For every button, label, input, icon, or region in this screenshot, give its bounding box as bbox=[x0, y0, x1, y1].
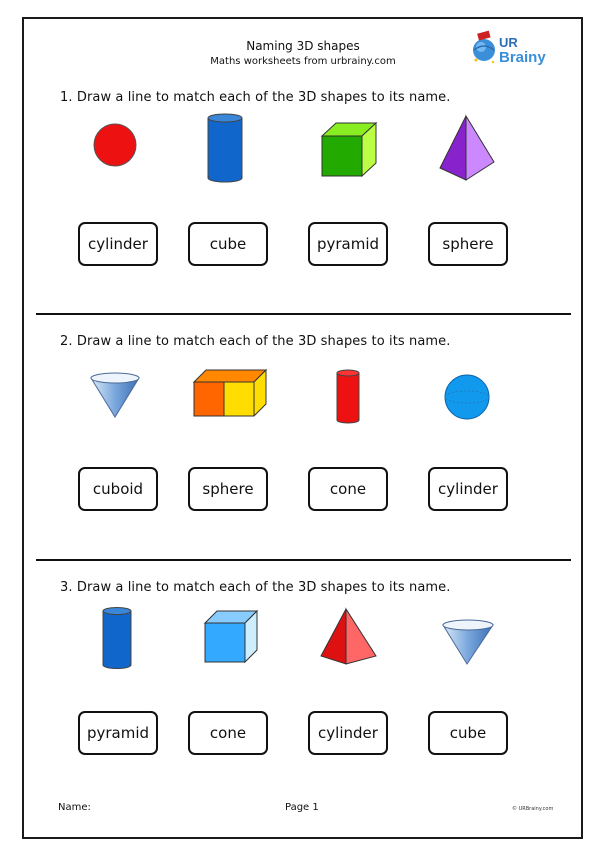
label-cylinder[interactable]: cylinder bbox=[428, 467, 508, 511]
logo-brainy-text: Brainy bbox=[499, 49, 546, 66]
cylinder-shape bbox=[100, 606, 134, 670]
cone-shape bbox=[440, 617, 496, 667]
label-pyramid[interactable]: pyramid bbox=[308, 222, 388, 266]
urbrainy-logo bbox=[468, 30, 560, 70]
cone-shape bbox=[88, 370, 142, 420]
question-3-prompt: 3. Draw a line to match each of the 3D shapes to its name. bbox=[60, 580, 451, 595]
sphere-shape bbox=[443, 373, 491, 421]
worksheet-subtitle: Maths worksheets from urbrainy.com bbox=[210, 56, 396, 67]
label-cube[interactable]: cube bbox=[428, 711, 508, 755]
label-sphere[interactable]: sphere bbox=[188, 467, 268, 511]
cuboid-shape bbox=[192, 366, 268, 418]
pyramid-shape bbox=[318, 606, 380, 668]
label-cylinder[interactable]: cylinder bbox=[78, 222, 158, 266]
label-cube[interactable]: cube bbox=[188, 222, 268, 266]
label-sphere[interactable]: sphere bbox=[428, 222, 508, 266]
copyright-text: © URBrainy.com bbox=[512, 806, 554, 812]
pyramid-shape bbox=[436, 112, 498, 184]
question-1-prompt: 1. Draw a line to match each of the 3D shapes to its name. bbox=[60, 90, 451, 105]
worksheet-title: Naming 3D shapes bbox=[246, 39, 360, 53]
section-divider bbox=[36, 313, 571, 315]
label-pyramid[interactable]: pyramid bbox=[78, 711, 158, 755]
cylinder-shape bbox=[334, 368, 362, 426]
cube-shape bbox=[318, 118, 380, 180]
name-label: Name: bbox=[58, 802, 91, 813]
sphere-shape bbox=[92, 122, 138, 168]
label-cuboid[interactable]: cuboid bbox=[78, 467, 158, 511]
label-cylinder[interactable]: cylinder bbox=[308, 711, 388, 755]
logo-ur-text: UR bbox=[499, 35, 518, 50]
section-divider bbox=[36, 559, 571, 561]
question-2-prompt: 2. Draw a line to match each of the 3D shapes to its name. bbox=[60, 334, 451, 349]
page-number: Page 1 bbox=[285, 802, 319, 813]
label-cone[interactable]: cone bbox=[308, 467, 388, 511]
label-cone[interactable]: cone bbox=[188, 711, 268, 755]
cube-shape bbox=[202, 608, 260, 666]
cylinder-shape bbox=[204, 112, 246, 184]
